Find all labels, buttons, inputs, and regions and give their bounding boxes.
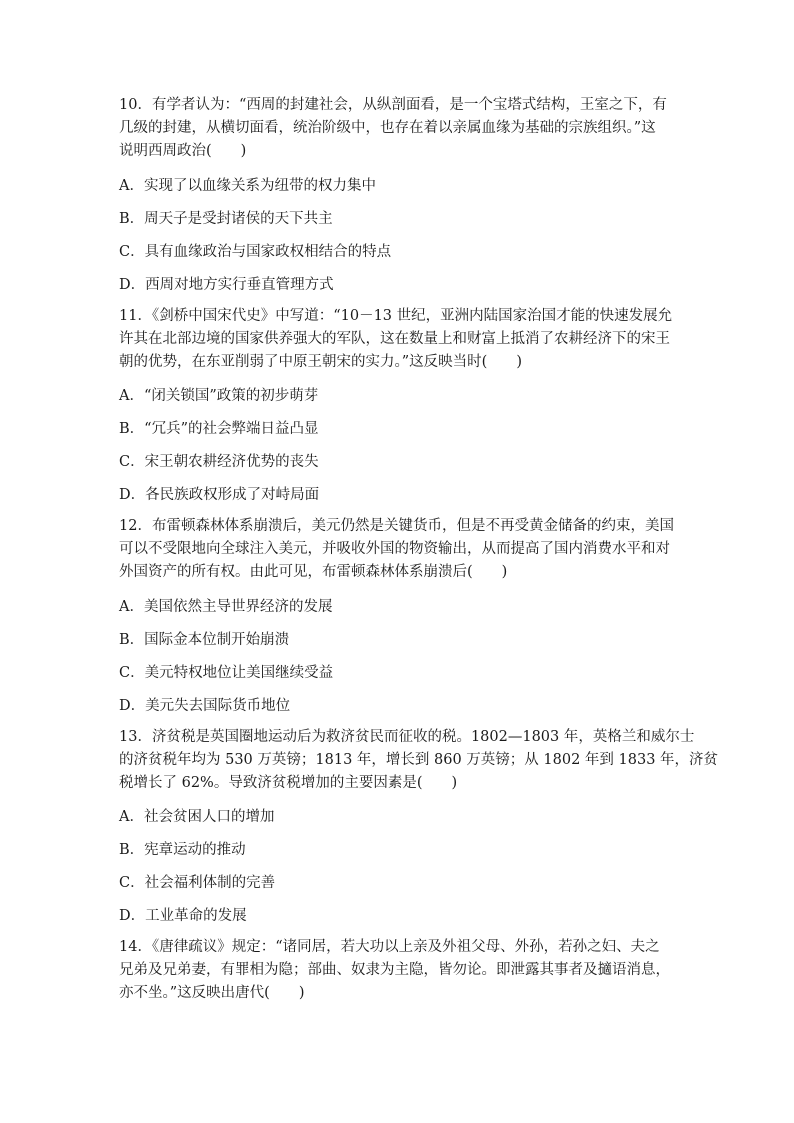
- question-11-stem: [119, 305, 679, 374]
- stem-line: 13．济贫税是英国圈地运动后为救济贫民而征收的税。1802—1803 年，英格兰和威尔士: [119, 729, 695, 745]
- stem-line: 的济贫税年均为 530 万英镑；1813 年，增长到 860 万英镑；从 1802 年到 1833 年，济贫: [119, 752, 719, 768]
- question-10-stem: [119, 94, 679, 163]
- stem-line: 11．《剑桥中国宋代史》中写道：“10－13 世纪，亚洲内陆国家治国才能的快速发展允: [119, 308, 673, 324]
- stem-line: 税增长了 62%。导致济贫税增加的主要因素是( ): [119, 775, 458, 791]
- question-10-option-d[interactable]: D．西周对地方实行垂直管理方式: [119, 277, 334, 293]
- question-11-option-b[interactable]: B．“冗兵”的社会弊端日益凸显: [119, 421, 319, 437]
- stem-line: 外国资产的所有权。由此可见，布雷顿森林体系崩溃后( ): [119, 564, 508, 580]
- stem-line: 10．有学者认为：“西周的封建社会，从纵剖面看，是一个宝塔式结构，王室之下，有: [119, 97, 667, 113]
- question-11-option-d[interactable]: D．各民族政权形成了对峙局面: [119, 487, 320, 503]
- question-10-option-a[interactable]: A．实现了以血缘关系为纽带的权力集中: [119, 178, 376, 194]
- stem-line: 14．《唐律疏议》规定：“诸同居，若大功以上亲及外祖父母、外孙，若孙之妇、夫之: [119, 939, 660, 955]
- question-13-option-a[interactable]: A．社会贫困人口的增加: [119, 809, 275, 825]
- stem-line: 可以不受限地向全球注入美元，并吸收外国的物资输出，从而提高了国内消费水平和对: [119, 541, 670, 557]
- question-13-option-d[interactable]: D．工业革命的发展: [119, 908, 247, 924]
- stem-line: 几级的封建，从横切面看，统治阶级中，也存在着以亲属血缘为基础的宗族组织。”这: [119, 120, 656, 136]
- question-13-option-c[interactable]: C．社会福利体制的完善: [119, 875, 276, 891]
- stem-line: 亦不坐。”这反映出唐代( ): [119, 985, 305, 1001]
- question-11-option-a[interactable]: A．“闭关锁国”政策的初步萌芽: [119, 388, 319, 404]
- question-14-stem: [119, 936, 679, 1005]
- question-12-option-b[interactable]: B．国际金本位制开始崩溃: [119, 632, 290, 648]
- question-13-stem: [119, 726, 719, 795]
- question-13-option-b[interactable]: B．宪章运动的推动: [119, 842, 246, 858]
- stem-line: 12．布雷顿森林体系崩溃后，美元仍然是关键货币，但是不再受黄金储备的约束，美国: [119, 518, 674, 534]
- question-12-option-c[interactable]: C．美元特权地位让美国继续受益: [119, 665, 334, 681]
- stem-line: 朝的优势，在东亚削弱了中原王朝宋的实力。”这反映当时( ): [119, 354, 522, 370]
- stem-line: 许其在北部边境的国家供养强大的军队，这在数量上和财富上抵消了农耕经济下的宋王: [119, 331, 670, 347]
- question-11-option-c[interactable]: C．宋王朝农耕经济优势的丧失: [119, 454, 319, 470]
- stem-line: 说明西周政治( ): [119, 143, 247, 159]
- question-12-stem: [119, 515, 679, 584]
- question-10-option-c[interactable]: C．具有血缘政治与国家政权相结合的特点: [119, 244, 392, 260]
- question-12-option-a[interactable]: A．美国依然主导世界经济的发展: [119, 599, 333, 615]
- question-12-option-d[interactable]: D．美元失去国际货币地位: [119, 698, 291, 714]
- question-10-option-b[interactable]: B．周天子是受封诸侯的天下共主: [119, 211, 333, 227]
- stem-line: 兄弟及兄弟妻，有罪相为隐；部曲、奴隶为主隐，皆勿论。即泄露其事者及擿语消息，: [119, 962, 670, 978]
